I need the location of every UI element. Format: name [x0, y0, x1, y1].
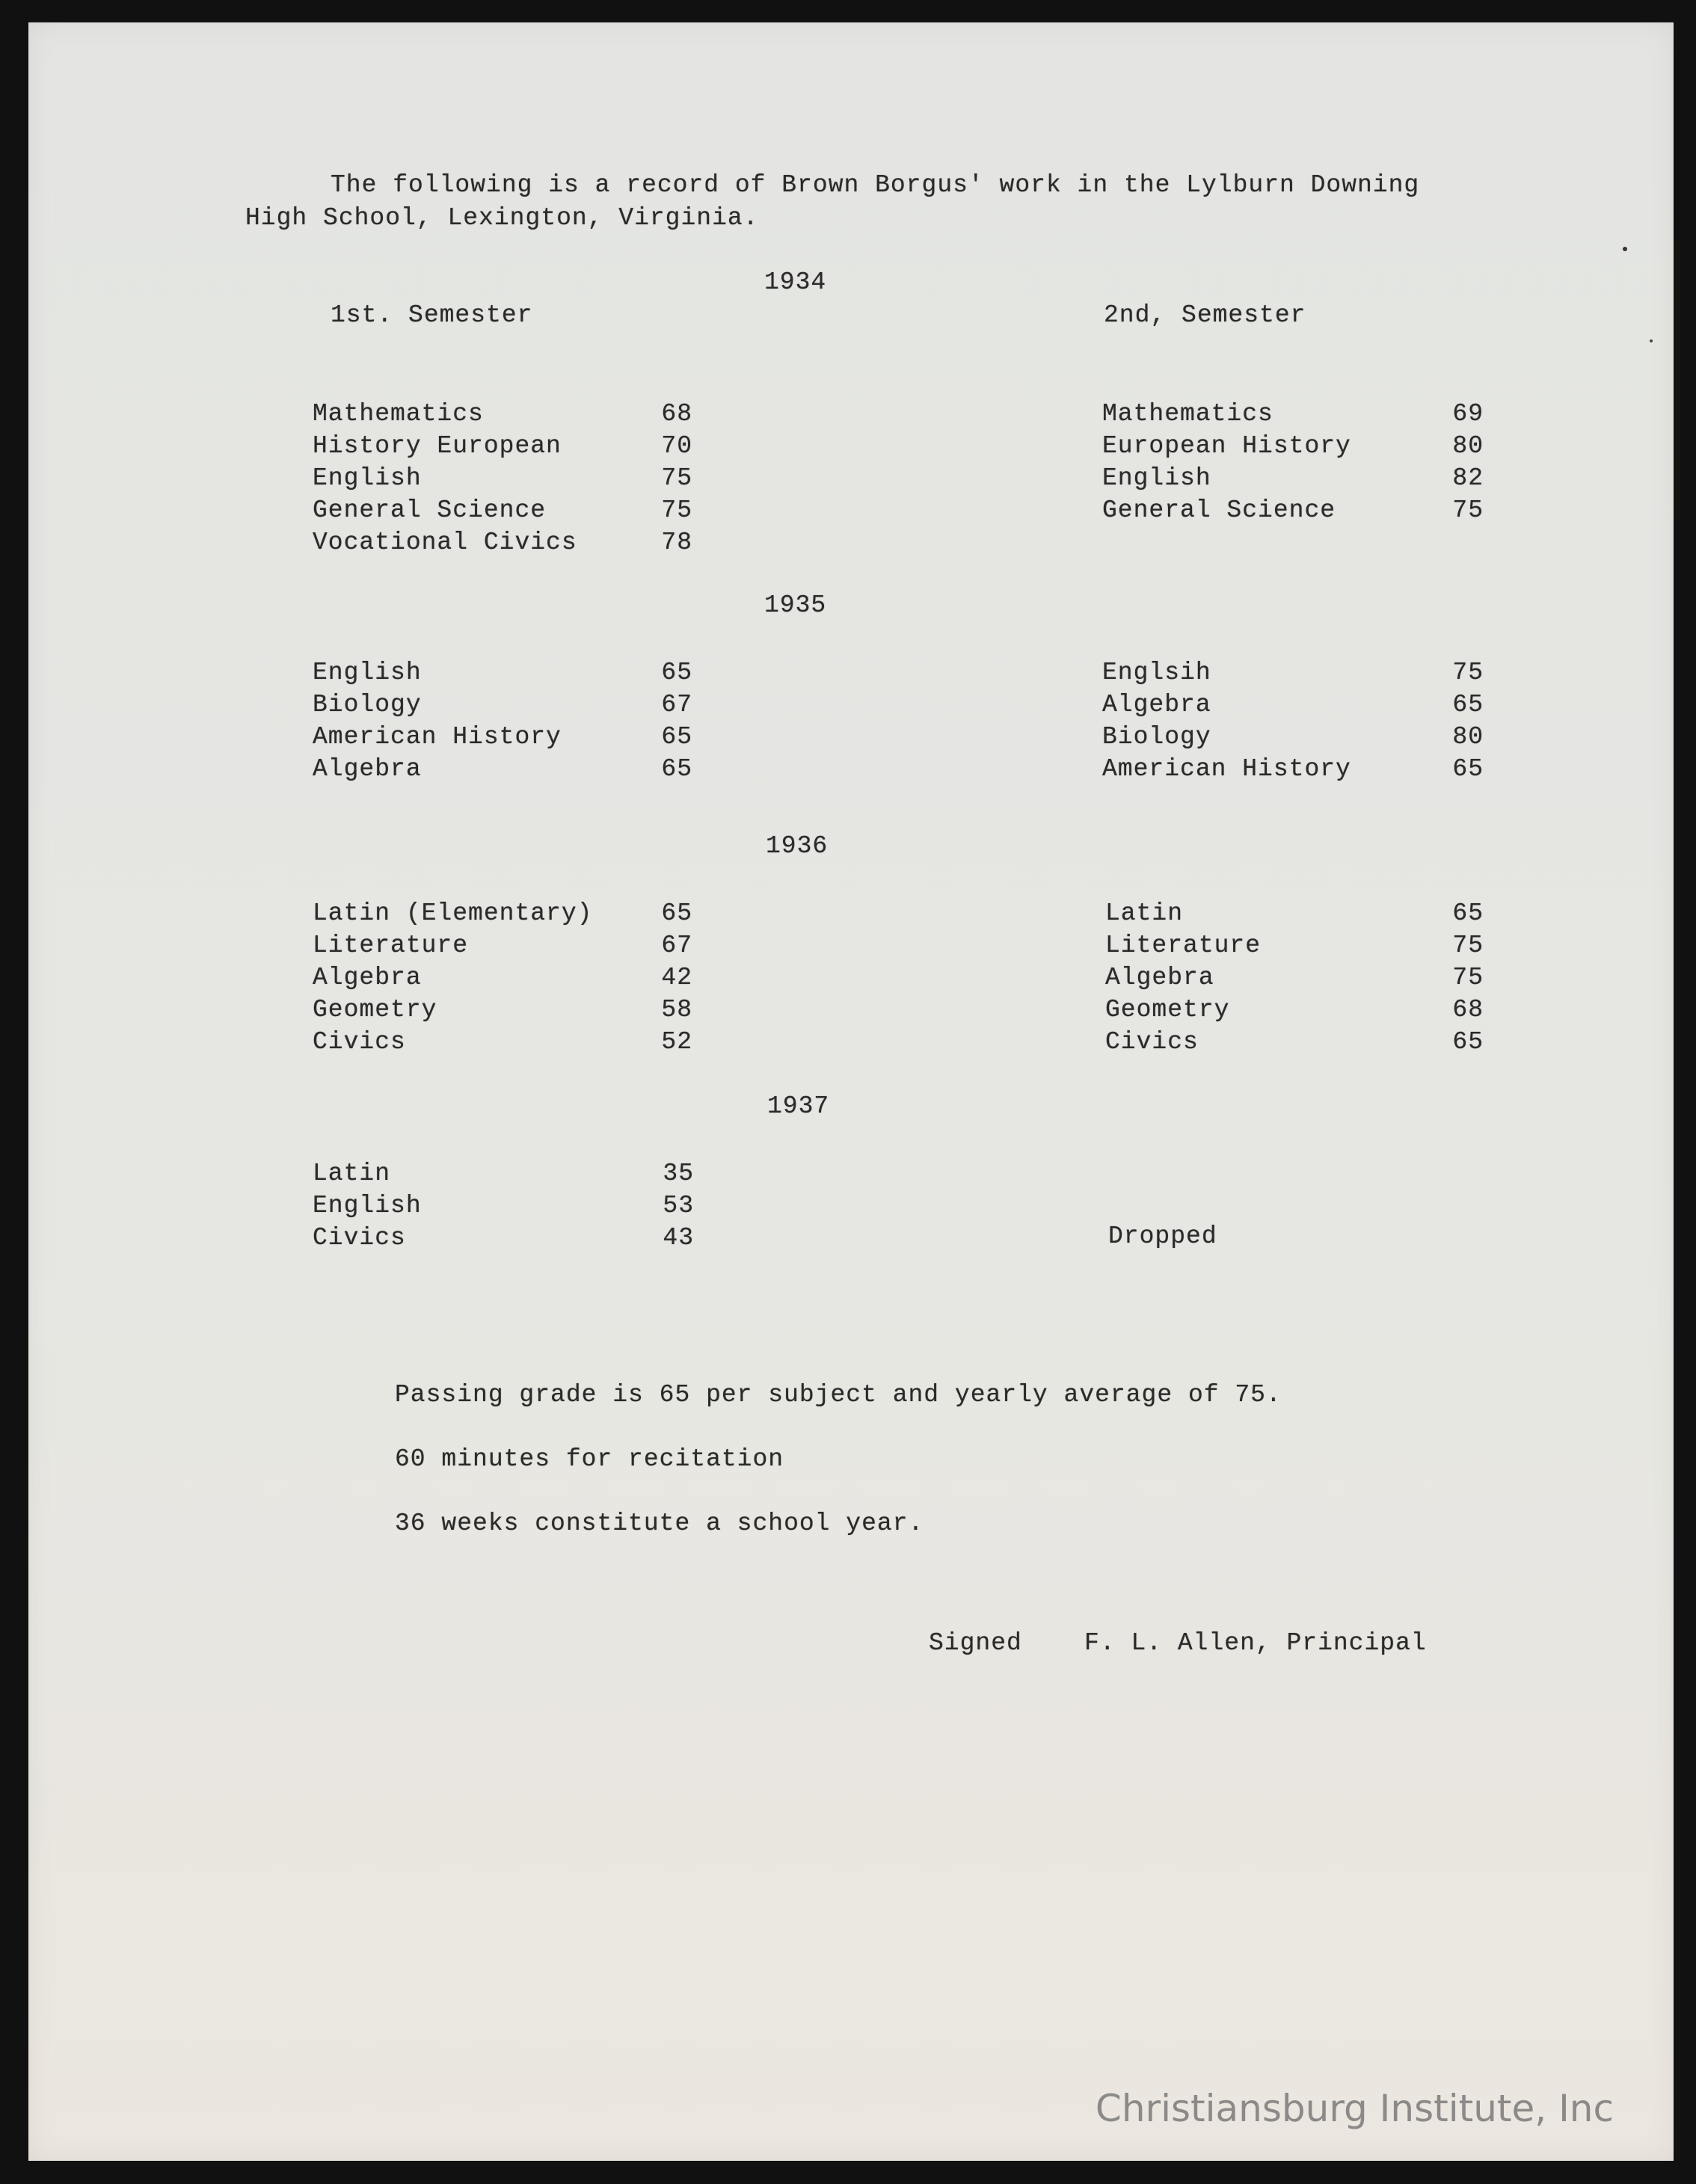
- subject-1936-s1-4: Geometry: [313, 996, 437, 1024]
- first-semester-label: 1st. Semester: [331, 301, 533, 329]
- grade-1934-s1-3: 75: [661, 464, 692, 492]
- grade-1935-s1-2: 67: [661, 691, 692, 719]
- subject-1934-s1-1: Mathematics: [313, 400, 484, 428]
- subject-1936-s1-5: Civics: [313, 1028, 406, 1056]
- grade-1936-s2-4: 68: [1452, 996, 1484, 1024]
- subject-1935-s1-4: Algebra: [313, 755, 422, 783]
- grade-1937-s1-1: 35: [663, 1160, 694, 1187]
- grade-1935-s1-4: 65: [661, 755, 692, 783]
- signature-line: Signed F. L. Allen, Principal: [929, 1629, 1427, 1657]
- grade-1936-s1-3: 42: [661, 964, 692, 991]
- subject-1934-s1-5: Vocational Civics: [313, 529, 577, 556]
- subject-1936-s2-4: Geometry: [1105, 996, 1230, 1024]
- subject-1935-s1-1: English: [313, 659, 422, 686]
- grade-1935-s2-2: 65: [1452, 691, 1484, 719]
- year-heading-1937: 1937: [767, 1092, 830, 1120]
- grade-1934-s2-4: 75: [1452, 496, 1484, 524]
- subject-1935-s1-3: American History: [313, 723, 562, 751]
- subject-1937-s1-2: English: [313, 1192, 422, 1219]
- subject-1934-s2-4: General Science: [1102, 496, 1336, 524]
- grade-1936-s2-1: 65: [1452, 899, 1484, 927]
- paper-speck: [1650, 339, 1653, 342]
- note-school-year: 36 weeks constitute a school year.: [395, 1510, 924, 1537]
- year-heading-1936: 1936: [766, 832, 829, 860]
- subject-1935-s2-4: American History: [1102, 755, 1351, 783]
- subject-1936-s2-5: Civics: [1105, 1028, 1199, 1056]
- subject-1934-s1-2: History European: [313, 432, 562, 460]
- dropped-note: Dropped: [1108, 1222, 1217, 1250]
- subject-1936-s2-3: Algebra: [1105, 964, 1214, 991]
- subject-1936-s2-1: Latin: [1105, 899, 1184, 927]
- grade-1935-s2-1: 75: [1452, 659, 1484, 686]
- subject-1935-s1-2: Biology: [313, 691, 422, 719]
- grade-1934-s2-3: 82: [1452, 464, 1484, 492]
- grade-1934-s1-1: 68: [661, 400, 692, 428]
- grade-1937-s1-3: 43: [663, 1224, 694, 1252]
- document-page: [28, 22, 1674, 2161]
- grade-1934-s2-2: 80: [1452, 432, 1484, 460]
- grade-1935-s1-1: 65: [661, 659, 692, 686]
- year-heading-1934: 1934: [764, 268, 827, 296]
- subject-1935-s2-1: Englsih: [1102, 659, 1211, 686]
- grade-1934-s2-1: 69: [1452, 400, 1484, 428]
- intro-line-2: High School, Lexington, Virginia.: [245, 204, 759, 232]
- subject-1937-s1-3: Civics: [313, 1224, 406, 1252]
- subject-1934-s2-2: European History: [1102, 432, 1351, 460]
- subject-1934-s2-3: English: [1102, 464, 1211, 492]
- subject-1935-s2-3: Biology: [1102, 723, 1211, 751]
- subject-1934-s1-4: General Science: [313, 496, 547, 524]
- grade-1937-s1-2: 53: [663, 1192, 694, 1219]
- note-recitation: 60 minutes for recitation: [395, 1445, 784, 1473]
- grade-1936-s2-5: 65: [1452, 1028, 1484, 1056]
- grade-1934-s1-5: 78: [661, 529, 692, 556]
- subject-1936-s1-2: Literature: [313, 932, 469, 959]
- subject-1936-s2-2: Literature: [1105, 932, 1262, 959]
- subject-1934-s1-3: English: [313, 464, 422, 492]
- subject-1937-s1-1: Latin: [313, 1160, 391, 1187]
- paper-speck: [1623, 247, 1627, 251]
- grade-1936-s1-5: 52: [661, 1028, 692, 1056]
- grade-1934-s1-2: 70: [661, 432, 692, 460]
- grade-1936-s2-3: 75: [1452, 964, 1484, 991]
- watermark-text: Christiansburg Institute, Inc: [1095, 2087, 1614, 2130]
- grade-1936-s1-4: 58: [661, 996, 692, 1024]
- intro-line-1: The following is a record of Brown Borgus' work in the Lylburn Downing: [331, 171, 1420, 199]
- note-passing-grade: Passing grade is 65 per subject and yearly average of 75.: [395, 1381, 1282, 1409]
- subject-1936-s1-1: Latin (Elementary): [313, 899, 593, 927]
- subject-1936-s1-3: Algebra: [313, 964, 422, 991]
- grade-1936-s1-2: 67: [661, 932, 692, 959]
- grade-1935-s2-4: 65: [1452, 755, 1484, 783]
- subject-1934-s2-1: Mathematics: [1102, 400, 1273, 428]
- grade-1936-s2-2: 75: [1452, 932, 1484, 959]
- grade-1935-s1-3: 65: [661, 723, 692, 751]
- second-semester-label: 2nd, Semester: [1104, 301, 1306, 329]
- grade-1935-s2-3: 80: [1452, 723, 1484, 751]
- year-heading-1935: 1935: [764, 591, 827, 619]
- grade-1936-s1-1: 65: [661, 899, 692, 927]
- grade-1934-s1-4: 75: [661, 496, 692, 524]
- subject-1935-s2-2: Algebra: [1102, 691, 1211, 719]
